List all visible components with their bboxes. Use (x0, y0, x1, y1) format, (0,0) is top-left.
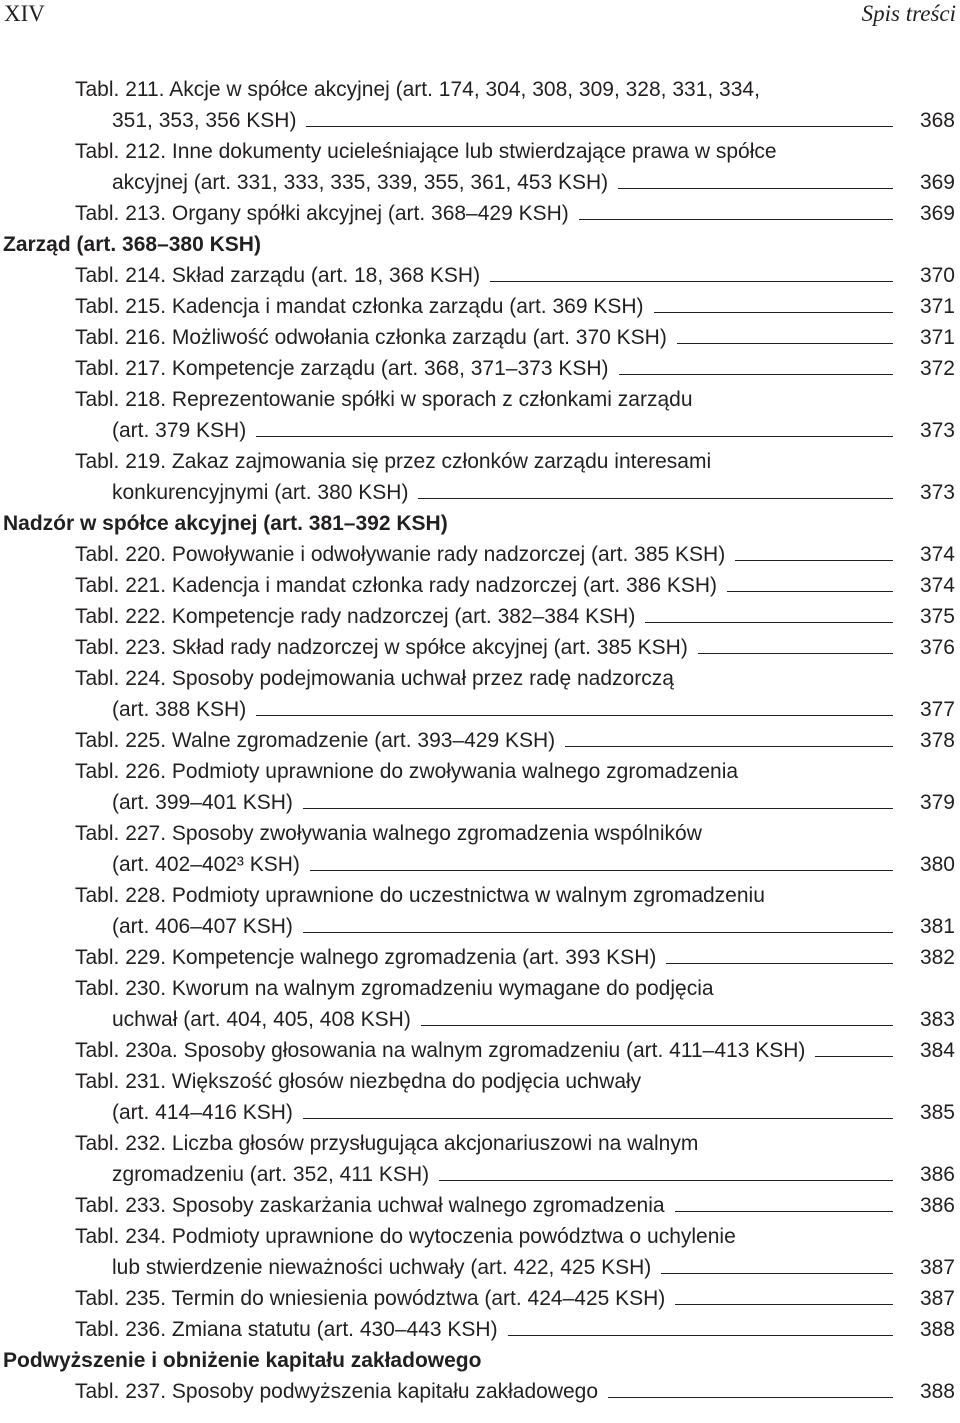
table-label: Tabl. 228. (75, 884, 167, 907)
entry-title-text: Skład rady nadzorczej w spółce akcyjnej (art. 385 KSH) (171, 636, 688, 659)
toc-entry[interactable] (75, 818, 955, 880)
leader-line (608, 1397, 893, 1398)
toc-entry-line (75, 973, 955, 1004)
entry-title-text: Kworum na walnym zgromadzeniu wymagane do podjęcia (171, 977, 714, 1000)
toc-entry-line (75, 322, 955, 353)
page-reference: 378 (919, 729, 955, 752)
entry-title-text: Możliwość odwołania członka zarządu (art. 370 KSH) (171, 326, 667, 349)
page-reference: 374 (919, 574, 955, 597)
table-label: Tabl. 219. (75, 450, 167, 473)
leader-line (439, 1180, 893, 1181)
entry-title-text: Kompetencje zarządu (art. 368, 371–373 KSH) (171, 357, 609, 380)
toc-entry-line (75, 1190, 955, 1221)
entry-title-text: Sposoby zaskarżania uchwał walnego zgromadzenia (171, 1194, 665, 1217)
toc-entry[interactable] (75, 632, 955, 663)
toc-entry-line (75, 1159, 955, 1190)
toc-entry[interactable] (75, 446, 955, 508)
table-label: Tabl. 211. (75, 78, 165, 101)
toc-entry-line (75, 446, 955, 477)
toc-entry-line (75, 911, 955, 942)
toc-entry[interactable] (75, 1314, 955, 1345)
table-label: Tabl. 233. (75, 1194, 167, 1217)
toc-entry-line (75, 849, 955, 880)
toc-entry[interactable] (75, 601, 955, 632)
toc-entry-line (75, 384, 955, 415)
entry-title-text: Sposoby głosowania na walnym zgromadzeniu (art. 411–413 KSH) (183, 1039, 806, 1062)
entry-title-text: Liczba głosów przysługująca akcjonariuszowi na walnym (171, 1132, 699, 1155)
table-label: Tabl. 236. (75, 1318, 167, 1341)
page-reference: 387 (919, 1256, 955, 1279)
entry-title-text: Reprezentowanie spółki w sporach z członkami zarządu (171, 388, 693, 411)
leader-line (661, 1273, 893, 1274)
page-reference: 385 (919, 1101, 955, 1124)
page-reference: 370 (919, 264, 955, 287)
entry-title-text: 351, 353, 356 KSH) (112, 109, 297, 132)
leader-line (256, 715, 893, 716)
toc-entry-line (75, 353, 955, 384)
page-reference: 388 (919, 1318, 955, 1341)
toc-entry[interactable] (75, 570, 955, 601)
entry-title-text: (art. 399–401 KSH) (112, 791, 293, 814)
toc-entry[interactable] (75, 725, 955, 756)
entry-title-text: Kompetencje walnego zgromadzenia (art. 393 KSH) (171, 946, 657, 969)
toc-entry-line (75, 880, 955, 911)
entry-title-text: (art. 388 KSH) (112, 698, 247, 721)
section-heading: Zarząd (art. 368–380 KSH) (3, 233, 261, 256)
page-reference: 375 (919, 605, 955, 628)
entry-title-text: Kadencja i mandat członka rady nadzorczej (art. 386 KSH) (171, 574, 718, 597)
toc-entry[interactable] (75, 1221, 955, 1283)
entry-title-text: Kompetencje rady nadzorczej (art. 382–384 KSH) (171, 605, 636, 628)
entry-title-text: konkurencyjnymi (art. 380 KSH) (112, 481, 409, 504)
toc-entry[interactable] (75, 260, 955, 291)
toc-entry-line (75, 1314, 955, 1345)
entry-title-text: akcyjnej (art. 331, 333, 335, 339, 355, 361, 453 KSH) (112, 171, 609, 194)
toc-entry-line (75, 1004, 955, 1035)
table-label: Tabl. 220. (75, 543, 167, 566)
page-reference: 382 (919, 946, 955, 969)
leader-line (618, 188, 893, 189)
toc-entry-line (75, 198, 955, 229)
table-label: Tabl. 213. (75, 202, 167, 225)
entry-title-text: Podmioty uprawnione do uczestnictwa w walnym zgromadzeniu (171, 884, 765, 907)
toc-entry-line (75, 942, 955, 973)
toc-entry[interactable] (75, 1190, 955, 1221)
toc-entry[interactable] (75, 1283, 955, 1314)
entry-title-text: Zakaz zajmowania się przez członków zarządu interesami (171, 450, 712, 473)
page-reference: 379 (919, 791, 955, 814)
leader-line (619, 374, 893, 375)
toc-entry[interactable] (75, 136, 955, 198)
toc-entry[interactable] (75, 1066, 955, 1128)
page-reference: 368 (919, 109, 955, 132)
page-reference: 369 (919, 202, 955, 225)
entry-title-text: (art. 379 KSH) (112, 419, 247, 442)
toc-entry-line (75, 1283, 955, 1314)
table-label: Tabl. 221. (75, 574, 167, 597)
leader-line (256, 436, 893, 437)
entry-title-text: Zmiana statutu (art. 430–443 KSH) (171, 1318, 498, 1341)
entry-title-text: Kadencja i mandat członka zarządu (art. 369 KSH) (171, 295, 644, 318)
entry-title-text: Sposoby zwoływania walnego zgromadzenia wspólników (171, 822, 702, 845)
entry-title-text: uchwał (art. 404, 405, 408 KSH) (112, 1008, 411, 1031)
table-label: Tabl. 227. (75, 822, 167, 845)
table-label: Tabl. 214. (75, 264, 167, 287)
page-reference: 377 (919, 698, 955, 721)
toc-entry[interactable] (75, 74, 955, 136)
page-reference: 384 (919, 1039, 955, 1062)
page-reference: 386 (919, 1163, 955, 1186)
toc-entry[interactable] (75, 1128, 955, 1190)
table-label: Tabl. 226. (75, 760, 167, 783)
page-reference: 372 (919, 357, 955, 380)
table-label: Tabl. 225. (75, 729, 167, 752)
toc-entry[interactable] (75, 539, 955, 570)
table-label: Tabl. 217. (75, 357, 167, 380)
table-label: Tabl. 216. (75, 326, 167, 349)
table-label: Tabl. 212. (75, 140, 167, 163)
page-reference: 387 (919, 1287, 955, 1310)
toc-entry-line (75, 1221, 955, 1252)
entry-title-text: Organy spółki akcyjnej (art. 368–429 KSH) (171, 202, 569, 225)
table-label: Tabl. 237. (75, 1380, 167, 1403)
leader-line (303, 932, 893, 933)
table-label: Tabl. 231. (75, 1070, 167, 1093)
leader-line (508, 1335, 893, 1336)
toc-entry-line (75, 663, 955, 694)
entry-title-text: Skład zarządu (art. 18, 368 KSH) (171, 264, 481, 287)
toc-entry-line (75, 725, 955, 756)
toc-entry[interactable] (75, 973, 955, 1035)
table-of-contents (0, 74, 960, 1407)
table-label: Tabl. 232. (75, 1132, 167, 1155)
entry-title-text: Powoływanie i odwoływanie rady nadzorczej (art. 385 KSH) (171, 543, 726, 566)
toc-entry-line (75, 570, 955, 601)
toc-entry-line (75, 260, 955, 291)
page-reference: 371 (919, 326, 955, 349)
table-label: Tabl. 235. (75, 1287, 167, 1310)
table-label: Tabl. 218. (75, 388, 167, 411)
page-reference: 371 (919, 295, 955, 318)
table-label: Tabl. 222. (75, 605, 167, 628)
leader-line (727, 591, 893, 592)
page-reference: 388 (919, 1380, 955, 1403)
toc-entry-line (75, 74, 955, 105)
leader-line (490, 281, 893, 282)
page-reference: 369 (919, 171, 955, 194)
entry-title-text: Sposoby podejmowania uchwał przez radę nadzorczą (171, 667, 674, 690)
running-title: Spis treści (861, 1, 956, 26)
toc-entry-line (75, 1128, 955, 1159)
toc-entry[interactable] (75, 1376, 955, 1407)
toc-entry-line (75, 105, 955, 136)
entry-title-text: Inne dokumenty ucieleśniające lub stwierdzające prawa w spółce (171, 140, 777, 163)
toc-entry-line (75, 818, 955, 849)
toc-entry-line (75, 1376, 955, 1407)
entry-title-text: zgromadzeniu (art. 352, 411 KSH) (112, 1163, 430, 1186)
toc-entry-line (75, 415, 955, 446)
leader-line (303, 1118, 893, 1119)
leader-line (303, 808, 893, 809)
toc-entry-line (75, 694, 955, 725)
leader-line (666, 963, 893, 964)
leader-line (421, 1025, 893, 1026)
toc-entry[interactable] (75, 663, 955, 725)
page-reference: 374 (919, 543, 955, 566)
toc-entry-line (75, 601, 955, 632)
entry-title-text: (art. 402–402³ KSH) (112, 853, 300, 876)
entry-title-text: Termin do wniesienia powództwa (art. 424–425 KSH) (171, 1287, 666, 1310)
entry-title-text: lub stwierdzenie nieważności uchwały (art. 422, 425 KSH) (112, 1256, 652, 1279)
leader-line (654, 312, 894, 313)
toc-entry[interactable] (75, 198, 955, 229)
leader-line (815, 1056, 893, 1057)
section-heading: Podwyższenie i obniżenie kapitału zakładowego (3, 1349, 482, 1372)
table-label: Tabl. 224. (75, 667, 167, 690)
entry-title-text: Akcje w spółce akcyjnej (art. 174, 304, 308, 309, 328, 331, 334, (169, 78, 760, 101)
entry-title-text: Podmioty uprawnione do zwoływania walnego zgromadzenia (171, 760, 739, 783)
leader-line (306, 126, 893, 127)
leader-line (565, 746, 893, 747)
table-label: Tabl. 234. (75, 1225, 167, 1248)
toc-entry-line (75, 1035, 955, 1066)
leader-line (675, 1304, 893, 1305)
leader-line (645, 622, 893, 623)
page-reference: 373 (919, 481, 955, 504)
page-reference: 386 (919, 1194, 955, 1217)
toc-entry[interactable] (75, 384, 955, 446)
leader-line (698, 653, 893, 654)
toc-entry-line (75, 1252, 955, 1283)
toc-entry-line (75, 756, 955, 787)
leader-line (579, 219, 893, 220)
toc-entry[interactable] (75, 756, 955, 818)
section-heading: Nadzór w spółce akcyjnej (art. 381–392 KSH) (3, 512, 448, 535)
page-reference: 383 (919, 1008, 955, 1031)
leader-line (675, 1211, 893, 1212)
page-reference: 376 (919, 636, 955, 659)
toc-entry[interactable] (75, 353, 955, 384)
entry-title-text: (art. 414–416 KSH) (112, 1101, 293, 1124)
toc-entry-line (75, 477, 955, 508)
entry-title-text: Sposoby podwyższenia kapitału zakładowego (171, 1380, 599, 1403)
toc-entry[interactable] (75, 322, 955, 353)
toc-entry-line (75, 291, 955, 322)
toc-entry[interactable] (75, 942, 955, 973)
leader-line (735, 560, 893, 561)
toc-entry-line (75, 1097, 955, 1128)
leader-line (418, 498, 893, 499)
leader-line (310, 870, 893, 871)
entry-title-text: Walne zgromadzenie (art. 393–429 KSH) (171, 729, 556, 752)
page-reference: 381 (919, 915, 955, 938)
toc-entry-line (75, 539, 955, 570)
toc-entry-line (75, 632, 955, 663)
entry-title-text: Większość głosów niezbędna do podjęcia uchwały (171, 1070, 642, 1093)
toc-entry-line (75, 167, 955, 198)
toc-entry-line (75, 787, 955, 818)
page-reference: 373 (919, 419, 955, 442)
table-label: Tabl. 223. (75, 636, 167, 659)
toc-entry-line (75, 1066, 955, 1097)
toc-entry[interactable] (75, 291, 955, 322)
page-number: XIV (4, 1, 45, 26)
entry-title-text: (art. 406–407 KSH) (112, 915, 293, 938)
entry-title-text: Podmioty uprawnione do wytoczenia powództwa o uchylenie (171, 1225, 736, 1248)
table-label: Tabl. 215. (75, 295, 167, 318)
toc-entry[interactable] (75, 880, 955, 942)
toc-entry[interactable] (75, 1035, 955, 1066)
table-label: Tabl. 230a. (75, 1039, 178, 1062)
leader-line (677, 343, 893, 344)
table-label: Tabl. 229. (75, 946, 167, 969)
page-reference: 380 (919, 853, 955, 876)
table-label: Tabl. 230. (75, 977, 167, 1000)
toc-entry-line (75, 136, 955, 167)
